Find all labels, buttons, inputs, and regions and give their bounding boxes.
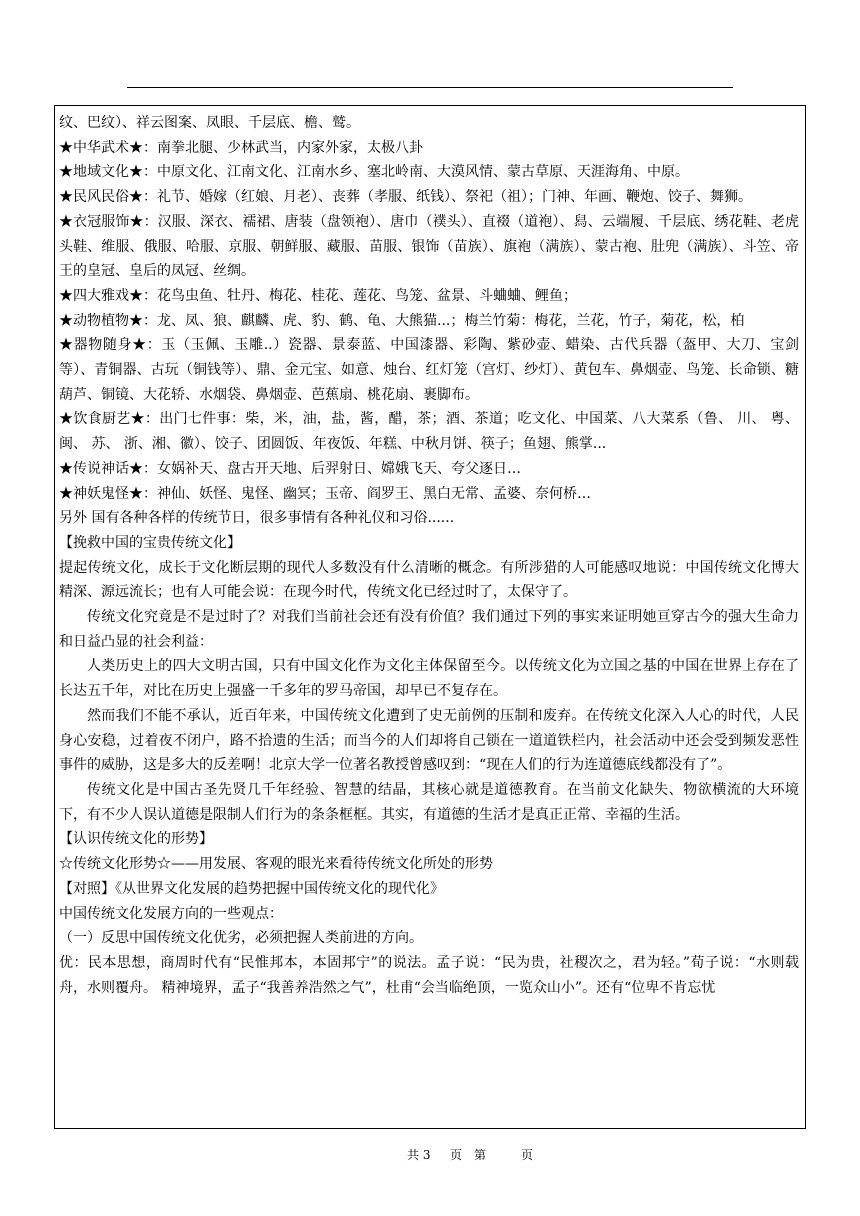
page-footer	[0, 1146, 860, 1166]
paragraph: ★民风民俗★：礼节、婚嫁（红娘、月老）、丧葬（孝服、纸钱）、祭祀（祖）；门神、年画、鞭炮、饺子、舞狮。	[59, 189, 752, 206]
paragraph: ★四大雅戏★：花鸟虫鱼、牡丹、梅花、桂花、莲花、鸟笼、盆景、斗蛐蛐、鲤鱼；	[59, 287, 577, 304]
paragraph: 传统文化究竟是不是过时了？对我们当前社会还有没有价值？我们通过下列的事实来证明她亘穿古今的强大生命力和日益凸显的社会利益：	[59, 609, 799, 650]
footer-page-label: 页	[450, 1148, 463, 1162]
paragraph: 纹、巴纹）、祥云图案、凤眼、千层底、檐、鹫。	[59, 115, 360, 131]
paragraph: 【对照】《从世界文化发展的趋势把握中国传统文化的现代化》	[59, 880, 444, 897]
content-box	[54, 105, 806, 1129]
footer-page-label-2: 页	[521, 1148, 534, 1162]
paragraph: ★神妖鬼怪★：神仙、妖怪、鬼怪、幽冥；玉帝、阎罗王、黑白无常、孟婆、奈何桥…	[59, 485, 591, 502]
paragraph: ☆传统文化形势☆——用发展、客观的眼光来看待传统文化所处的形势	[59, 856, 493, 873]
paragraph: 人类历史上的四大文明古国，只有中国文化作为文化主体保留至今。以传统文化为立国之基的中国在世界上存在了长达五千年，对比在历史上强盛一千多年的罗马帝国，却早已不复存在。	[59, 658, 799, 700]
paragraph: 中国传统文化发展方向的一些观点：	[59, 905, 283, 922]
paragraph: 【认识传统文化的形势】	[59, 831, 213, 848]
paragraph: （一）反思中国传统文化优劣，必须把握人类前进的方向。	[59, 930, 423, 947]
paragraph: ★动物植物★：龙、凤、狼、麒麟、虎、豹、鹤、龟、大熊猫...；梅兰竹菊：梅花，兰花，竹子，菊花，松，柏	[59, 312, 745, 329]
footer-di-label: 第	[474, 1148, 487, 1162]
paragraph: ★器物随身★：玉（玉佩、玉雕..）瓷器、景泰蓝、中国漆器、彩陶、紫砂壶、蜡染、古代兵器（盔甲、大刀、宝剑等）、青铜器、古玩（铜钱等）、鼎、金元宝、如意、烛台、红灯笼（宫灯、纱灯）、黄包车、鼻烟壶、鸟笼、长命锁、糖葫芦、铜镜、大花轿、水烟袋、鼻烟壶、芭蕉扇、桃花扇、裹脚布。	[59, 337, 799, 403]
footer-total: 共 3	[407, 1148, 431, 1162]
paragraph: 提起传统文化，成长于文化断层期的现代人多数没有什么清晰的概念。有所涉猎的人可能感叹地说：中国传统文化博大精深、源远流长；也有人可能会说：在现今时代，传统文化已经过时了，太保守了。	[59, 559, 799, 601]
document-body	[59, 111, 799, 1000]
paragraph: ★地域文化★：中原文化、江南文化、江南水乡、塞北岭南、大漠风情、蒙古草原、天涯海角、中原。	[59, 164, 689, 181]
header-rule	[127, 87, 733, 88]
paragraph: 【挽救中国的宝贵传统文化】	[59, 534, 241, 551]
paragraph: 优：民本思想，商周时代有“民惟邦本，本固邦宁”的说法。孟子说：“民为贵，社稷次之，君为轻。”荀子说：“水则载舟，水则覆舟。 精神境界，孟子“我善养浩然之气”，杜甫“会当临绝顶，一览众山小”。还有“位卑不肯忘忧	[59, 954, 799, 996]
paragraph: ★中华武术★：南拳北腿、少林武当，内家外家，太极八卦	[59, 139, 423, 156]
paragraph: 传统文化是中国古圣先贤几千年经验、智慧的结晶，其核心就是道德教育。在当前文化缺失、物欲横流的大环境下，有不少人误认道德是限制人们行为的条条框框。其实，有道德的生活才是真正正常、幸福的生活。	[59, 781, 799, 823]
paragraph: ★衣冠服饰★：汉服、深衣、襦裙、唐装（盘领袍）、唐巾（襆头）、直裰（道袍）、舄、云端履、千层底、绣花鞋、老虎头鞋、维服、俄服、哈服、京服、朝鲜服、藏服、苗服、银饰（苗族）、旗袍（满族）、蒙古袍、肚兜（满族）、斗笠、帝王的皇冠、皇后的凤冠、丝绸。	[59, 213, 799, 280]
paragraph: 另外 国有各种各样的传统节日，很多事情有各种礼仪和习俗......	[59, 510, 455, 527]
paragraph: ★饮食厨艺★：出门七件事：柴，米，油，盐，酱，醋，茶；酒、茶道；吃文化、中国菜、八大菜系（鲁、 川、 粤、 闽、 苏、 浙、湘、徽）、饺子、团圆饭、年夜饭、年糕、中秋月饼、筷子；鱼翅、熊掌...	[59, 411, 799, 453]
paragraph: 然而我们不能不承认，近百年来，中国传统文化遭到了史无前例的压制和废弃。在传统文化深入人心的时代，人民身心安稳，过着夜不闭户，路不拾遗的生活；而当今的人们却将自己锁在一道道铁栏内，社会活动中还会受到频发恶性事件的威胁，这是多大的反差啊！北京大学一位著名教授曾感叹到：“现在人们的行为连道德底线都没有了”。	[59, 707, 799, 774]
paragraph: ★传说神话★：女娲补天、盘古开天地、后羿射日、嫦娥飞天、夸父逐日…	[59, 460, 521, 477]
